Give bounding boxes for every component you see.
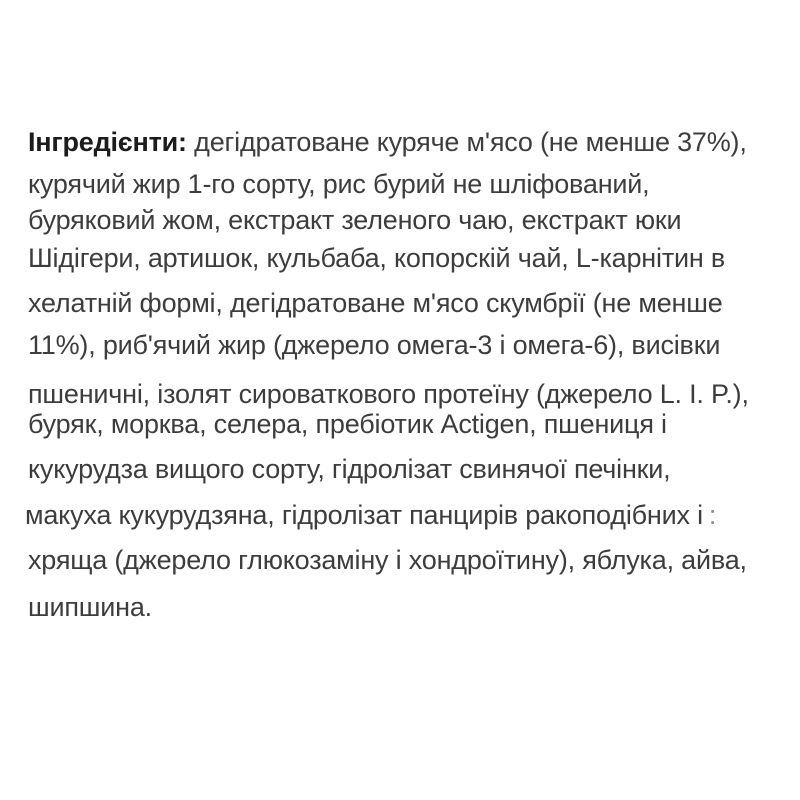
ingredients-line-text: Шідігери, артишок, кульбаба, копорскій чай, L-карнітин в	[28, 243, 726, 273]
ingredients-line	[28, 327, 720, 363]
ingredients-line	[28, 202, 681, 238]
edge-clipped-character: :	[708, 500, 717, 530]
ingredients-line-text: буряк, морква, селера, пребіотик Actigen, пшениця і	[28, 409, 667, 439]
ingredients-line	[28, 589, 152, 625]
ingredients-line-text: пшеничні, ізолят сироваткового протеїну (джерело L. I. P.),	[28, 379, 749, 409]
ingredients-line	[25, 497, 716, 533]
ingredients-line	[28, 124, 747, 160]
ingredients-line-text: шипшина.	[28, 592, 152, 622]
ingredients-line-text: хелатній формі, дегідратоване м'ясо скумбрії (не менше	[28, 288, 723, 318]
ingredients-line	[28, 240, 725, 276]
ingredients-line	[28, 406, 667, 442]
ingredients-heading: Інгредієнти:	[28, 127, 187, 157]
ingredients-line-text: 11%), риб'ячий жир (джерело омега-3 і омега-6), висівки	[28, 330, 721, 360]
ingredients-line-text: хряща (джерело глюкозаміну і хондроїтину), яблука, айва,	[28, 545, 747, 575]
ingredients-line-text: кукурудза вищого сорту, гідролізат свинячої печінки,	[28, 454, 671, 484]
ingredients-line	[28, 542, 747, 578]
ingredients-line	[28, 285, 723, 321]
ingredients-line	[28, 166, 650, 202]
ingredients-line-text: буряковий жом, екстракт зеленого чаю, екстракт юки	[28, 205, 682, 235]
ingredients-line	[28, 451, 670, 487]
ingredients-line-text: макуха кукурудзяна, гідролізат панцирів ракоподібних і	[25, 500, 703, 530]
ingredients-line-text: дегідратоване куряче м'ясо (не менше 37%),	[186, 127, 747, 157]
ingredients-line-text: курячий жир 1-го сорту, рис бурий не шліфований,	[28, 169, 650, 199]
